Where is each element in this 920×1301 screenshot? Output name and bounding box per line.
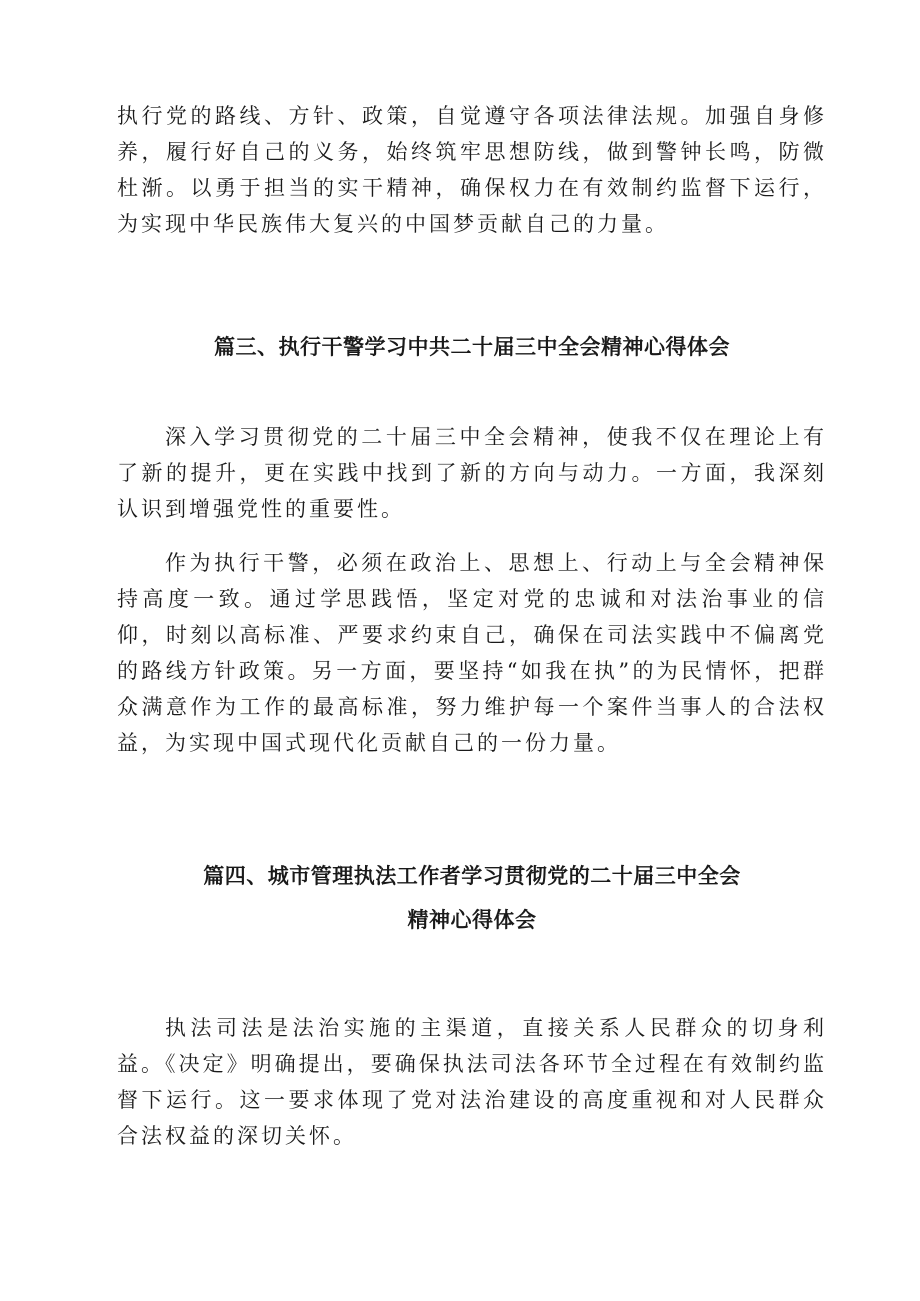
section4-title-line1: 篇四、城市管理执法工作者学习贯彻党的二十届三中全会	[203, 864, 741, 888]
section4-title-line2: 精神心得体会	[407, 908, 537, 932]
paragraph-continuation: 执行党的路线、方针、政策，自觉遵守各项法律法规。加强自身修养，履行好自己的义务，始终筑牢思想防线，做到警钟长鸣，防微杜渐。以勇于担当的实干精神，确保权力在有效制约监督下运行，为实现中华民族伟大复兴的中国梦贡献自己的力量。	[117, 104, 827, 236]
section3-title: 篇三、执行干警学习中共二十届三中全会精神心得体会	[214, 335, 730, 359]
section3-paragraph-1: 深入学习贯彻党的二十届三中全会精神，使我不仅在理论上有了新的提升，更在实践中找到了新的方向与动力。一方面，我深刻认识到增强党性的重要性。	[117, 425, 827, 521]
section4-paragraph-1: 执法司法是法治实施的主渠道，直接关系人民群众的切身利益。《决定》明确提出，要确保执法司法各环节全过程在有效制约监督下运行。这一要求体现了党对法治建设的高度重视和对人民群众合法权益的深切关怀。	[117, 1016, 827, 1148]
section3-paragraph-2: 作为执行干警，必须在政治上、思想上、行动上与全会精神保持高度一致。通过学思践悟，坚定对党的忠诚和对法治事业的信仰，时刻以高标准、严要求约束自己，确保在司法实践中不偏离党的路线方针政策。另一方面，要坚持“如我在执”的为民情怀，把群众满意作为工作的最高标准，努力维护每一个案件当事人的合法权益，为实现中国式现代化贡献自己的一份力量。	[117, 551, 827, 755]
